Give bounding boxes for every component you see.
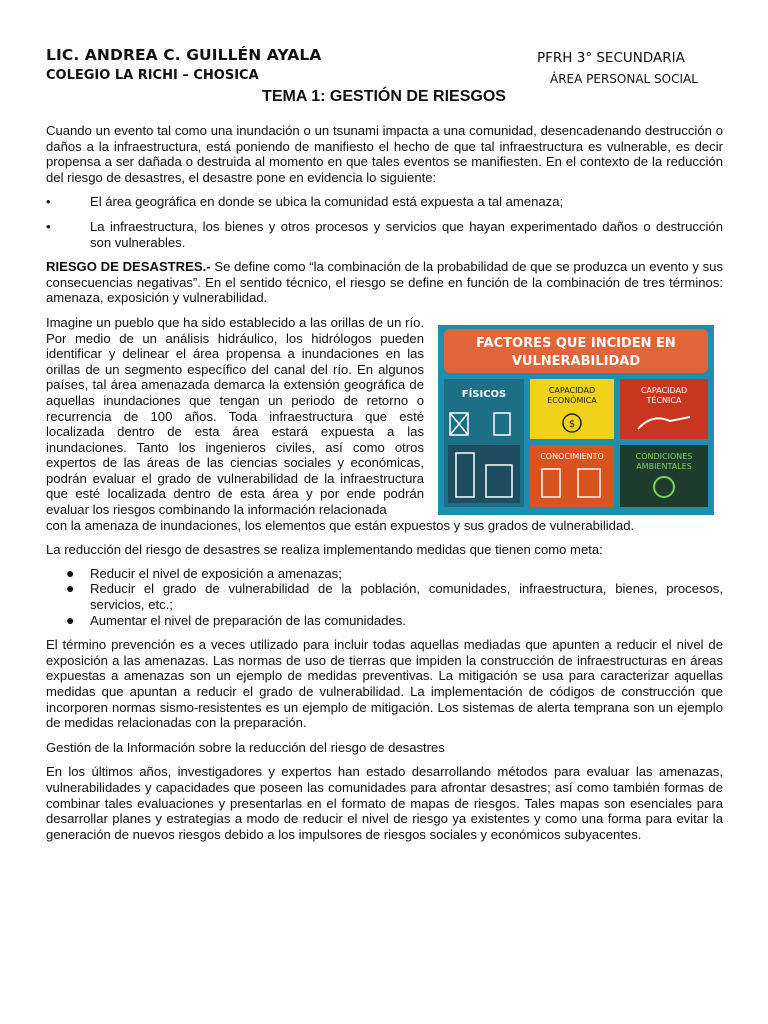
dot-marker: ● (66, 580, 75, 597)
info-paragraph: En los últimos años, investigadores y expertos han estado desarrollando métodos para evaluar las amenazas, vulnerabilidades y capacidades que poseen las comunidades para afrontar desastres; así como también formas de combinar tales evaluaciones y presentarlas en el formato de mapas de riesgos. Tales mapas son esenciales para desarrollar planes y estrategias a modo de reducir el nivel de riesgo ya existentes y como una forma para evitar la generación de nuevos riesgos debido a los impulsores de riesgos sociales y económicos subyacentes. (46, 764, 723, 842)
example-paragraph: Imagine un pueblo que ha sido establecido a las orillas de un río. Por medio de un análisis hidráulico, los hidrólogos pueden identificar y delinear el área propensa a inundaciones en las orillas de un segmento específico del canal del río. En algunos países, tal área amenazada demarca la extensión geográfica de aquellas inundaciones que tengan un periodo de retorno o recurrencia de 100 años. Toda infraestructura que esté localizada dentro de esta área estará expuesta a las inundaciones. Tanto los ingenieros civiles, así como otros expertos de las áreas de las ciencias sociales y económicas, podrán evaluar el grado de vulnerabilidad de la infraestructura que esté localizada dentro de esta área y por ende podrán evaluar los riesgos combinando la información relacionada (46, 314, 424, 518)
example-section (46, 315, 723, 518)
goal-text: Aumentar el nivel de preparación de las comunidades. (90, 612, 406, 628)
list-item (46, 581, 723, 612)
page-title: TEMA 1: GESTIÓN DE RIESGOS (262, 88, 506, 105)
evidence-bullet (46, 219, 723, 250)
riesgo-paragraph (46, 259, 723, 306)
infographic-title-1: FACTORES QUE INCIDEN EN (476, 335, 676, 351)
ambientales-label-1: CONDICIONES (635, 451, 693, 461)
reduction-goals-list (46, 566, 723, 628)
bullet-marker: • (46, 218, 51, 234)
tecnica-label-2: TÉCNICA (646, 395, 682, 405)
economica-label-1: CAPACIDAD (548, 385, 596, 395)
header-right (537, 50, 698, 86)
tecnica-label-1: CAPACIDAD (640, 385, 688, 395)
riesgo-heading: RIESGO DE DESASTRES.- (46, 259, 211, 275)
header-left (46, 46, 321, 83)
reduction-intro: La reducción del riesgo de desastres se realiza implementando medidas que tienen como meta: (46, 542, 603, 558)
bullet-marker: • (46, 194, 51, 210)
fisicos-label: FÍSICOS (461, 388, 507, 400)
goal-text: Reducir el nivel de exposición a amenazas; (90, 565, 342, 581)
dot-marker: ● (66, 564, 75, 581)
economica-label-2: ECONÓMICA (547, 395, 597, 405)
bullet-text: El área geográfica en donde se ubica la comunidad está expuesta a tal amenaza; (90, 194, 564, 210)
author-name: LIC. ANDREA C. GUILLÉN AYALA (46, 46, 322, 64)
infographic-title-2: VULNERABILIDAD (511, 353, 641, 369)
list-item (46, 566, 723, 582)
svg-text:$: $ (568, 418, 576, 430)
info-heading: Gestión de la Información sobre la reducción del riesgo de desastres (46, 739, 445, 755)
example-end: con la amenaza de inundaciones, los elementos que están expuestos y sus grados de vulnerabilidad. (46, 517, 635, 533)
vulnerability-infographic (438, 325, 714, 515)
course-label: PFRH 3° SECUNDARIA (537, 50, 685, 66)
prevention-paragraph: El término prevención es a veces utilizado para incluir todas aquellas mediadas que apunten a reducir el nivel de exposición a las amenazas. Las normas de uso de tierras que impiden la construcción de infraestructuras en áreas expuestas a amenazas son un ejemplo de medidas preventivas. La mitigación se usa para caracterizar aquellas medidas que apuntan a reducir el grado de vulnerabilidad. La implementación de códigos de construcción que incorporen normas sismo-resistentes es un ejemplo de mitigación. Los sistemas de alerta temprana son un ejemplo de medidas relacionadas con la preparación. (46, 637, 723, 731)
intro-paragraph: Cuando un evento tal como una inundación o un tsunami impacta a una comunidad, desencadenando destrucción o daños a la infraestructura, está poniendo de manifiesto el hecho de que tal infraestructura es vulnerable, es decir propensa a ser dañada o destruida al momento en que tales eventos se manifiesten. En el contexto de la reducción del riesgo de desastres, el desastre pone en evidencia lo siguiente: (46, 123, 723, 185)
ambientales-label-2: AMBIENTALES (636, 461, 692, 471)
document-body (46, 123, 723, 851)
goal-text: Reducir el grado de vulnerabilidad de la población, comunidades, infraestructura, bienes, procesos, servicios, etc.; (90, 581, 723, 613)
list-item (46, 613, 723, 629)
dot-marker: ● (66, 611, 75, 628)
riesgo-definition: Se define como “la combinación de la probabilidad de que se produzca un evento y sus consecuencias negativas”. En el sentido técnico, el riesgo se define en función de la combinación de tres términos: amenaza, exposición y vulnerabilidad. (46, 259, 723, 306)
bullet-text: La infraestructura, los bienes y otros procesos y servicios que hayan experimentado daños o destrucción son vulnerables. (90, 218, 723, 250)
evidence-bullet (46, 194, 723, 210)
school-name: COLEGIO LA RICHI – CHOSICA (46, 68, 259, 83)
area-label: ÁREA PERSONAL SOCIAL (550, 72, 698, 86)
conocimiento-label: CONOCIMIENTO (540, 451, 604, 461)
